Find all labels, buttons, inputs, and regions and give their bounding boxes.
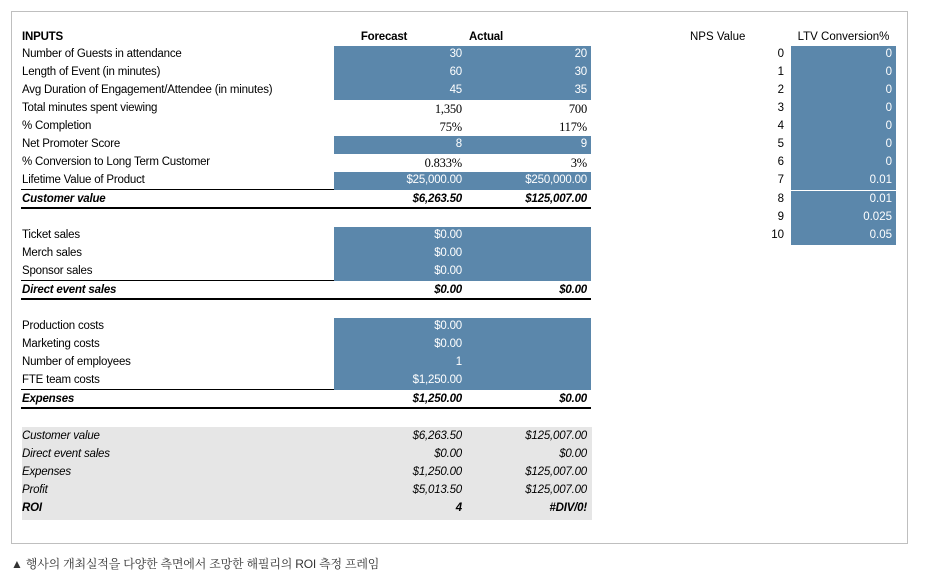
summary-row [21, 464, 591, 482]
nps-row [660, 154, 900, 172]
row-label: Production costs [22, 320, 104, 332]
nps-row [660, 172, 900, 190]
ltv-cell[interactable]: 0 [885, 66, 892, 78]
nps-score: 10 [771, 229, 784, 241]
actual-cell[interactable]: $250,000.00 [525, 174, 587, 186]
forecast-cell: $5,013.50 [412, 484, 462, 496]
forecast-cell: 0.833% [424, 156, 462, 170]
forecast-cell: $0.00 [434, 284, 462, 296]
actual-cell: $0.00 [559, 393, 587, 405]
actual-cell[interactable]: 9 [580, 138, 587, 150]
forecast-cell[interactable]: 45 [449, 84, 462, 96]
row-label: Length of Event (in minutes) [22, 66, 161, 78]
ltv-cell[interactable]: 0 [885, 156, 892, 168]
row-label: Ticket sales [22, 229, 80, 241]
header-row [21, 29, 591, 47]
table-row [21, 82, 591, 100]
row-label: % Completion [22, 120, 92, 132]
nps-score: 1 [777, 66, 784, 78]
summary-row [21, 482, 591, 500]
row-label: Sponsor sales [22, 265, 93, 277]
table-row [21, 245, 591, 263]
forecast-cell[interactable]: $0.00 [434, 338, 462, 350]
row-label: Expenses [22, 466, 71, 478]
nps-score: 0 [777, 48, 784, 60]
nps-score: 4 [777, 120, 784, 132]
forecast-cell[interactable]: $1,250.00 [412, 374, 462, 386]
nps-row [660, 82, 900, 100]
forecast-cell[interactable]: 8 [455, 138, 462, 150]
forecast-cell: $1,250.00 [412, 466, 462, 478]
nps-row [660, 118, 900, 136]
row-label: Number of Guests in attendance [22, 48, 182, 60]
actual-cell[interactable]: 20 [574, 48, 587, 60]
row-label: Direct event sales [22, 284, 117, 296]
row-label: % Conversion to Long Term Customer [22, 156, 210, 168]
row-label: Marketing costs [22, 338, 100, 350]
nps-row [660, 100, 900, 118]
row-label: Net Promoter Score [22, 138, 121, 150]
nps-score: 5 [777, 138, 784, 150]
forecast-cell: 1,350 [434, 102, 462, 116]
summary-row [21, 500, 591, 518]
table-row [21, 318, 591, 336]
nps-value-heading: NPS Value [690, 31, 746, 43]
row-label: Avg Duration of Engagement/Attendee (in minutes) [22, 84, 273, 96]
nps-score: 7 [777, 174, 784, 186]
table-row [21, 136, 591, 154]
table-row [21, 100, 591, 118]
figure-caption: ▲ 행사의 개최실적을 다양한 측면에서 조망한 해필리의 ROI 측정 프레임 [11, 557, 380, 571]
row-label: Lifetime Value of Product [22, 174, 145, 186]
ltv-cell[interactable]: 0 [885, 102, 892, 114]
total-row [21, 191, 591, 209]
actual-cell: $125,007.00 [525, 430, 587, 442]
forecast-cell[interactable]: $25,000.00 [406, 174, 462, 186]
ltv-cell[interactable]: 0 [885, 84, 892, 96]
ltv-cell[interactable]: 0 [885, 138, 892, 150]
row-label: Customer value [22, 430, 100, 442]
actual-heading: Actual [469, 31, 503, 43]
actual-cell: 117% [559, 120, 587, 134]
table-row [21, 118, 591, 136]
row-label: FTE team costs [22, 374, 100, 386]
ltv-heading: LTV Conversion% [797, 31, 890, 43]
forecast-cell: 75% [439, 120, 462, 134]
row-label: Total minutes spent viewing [22, 102, 158, 114]
forecast-heading: Forecast [360, 31, 408, 43]
forecast-cell[interactable]: $0.00 [434, 229, 462, 241]
row-label: Customer value [22, 193, 106, 205]
forecast-cell[interactable]: $0.00 [434, 247, 462, 259]
summary-row [21, 446, 591, 464]
nps-score: 6 [777, 156, 784, 168]
table-row [21, 336, 591, 354]
actual-cell: $125,007.00 [525, 484, 587, 496]
table-row [21, 46, 591, 64]
actual-cell[interactable]: 30 [574, 66, 587, 78]
row-label: Number of employees [22, 356, 131, 368]
nps-score: 3 [777, 102, 784, 114]
inputs-heading: INPUTS [22, 31, 63, 43]
total-row [21, 391, 591, 409]
forecast-cell: 4 [455, 502, 462, 514]
nps-row [660, 227, 900, 245]
forecast-cell[interactable]: $0.00 [434, 265, 462, 277]
ltv-cell[interactable]: 0.05 [869, 229, 892, 241]
ltv-cell[interactable]: 0.01 [869, 193, 892, 205]
row-label: Expenses [22, 393, 75, 405]
nps-header-row [660, 29, 900, 47]
nps-row [660, 209, 900, 227]
nps-score: 2 [777, 84, 784, 96]
forecast-cell[interactable]: 1 [455, 356, 462, 368]
actual-cell: $0.00 [559, 284, 587, 296]
forecast-cell[interactable]: 30 [449, 48, 462, 60]
table-row [21, 263, 591, 281]
forecast-cell: $1,250.00 [412, 393, 462, 405]
forecast-cell: $6,263.50 [412, 430, 462, 442]
total-row [21, 282, 591, 300]
actual-cell: $0.00 [559, 448, 587, 460]
nps-row [660, 64, 900, 82]
actual-cell[interactable]: 35 [574, 84, 587, 96]
row-label: Profit [22, 484, 48, 496]
forecast-cell[interactable]: $0.00 [434, 320, 462, 332]
forecast-cell[interactable]: 60 [449, 66, 462, 78]
ltv-cell[interactable]: 0.01 [869, 174, 892, 186]
row-label: Direct event sales [22, 448, 110, 460]
nps-row [660, 46, 900, 64]
actual-cell: $125,007.00 [525, 193, 587, 205]
actual-cell: $125,007.00 [525, 466, 587, 478]
row-label: ROI [22, 502, 42, 514]
table-row [21, 372, 591, 390]
table-row [21, 227, 591, 245]
table-row [21, 64, 591, 82]
summary-row [21, 428, 591, 446]
table-row [21, 354, 591, 372]
ltv-cell[interactable]: 0.025 [863, 211, 892, 223]
table-row [21, 172, 591, 190]
forecast-cell: $0.00 [434, 448, 462, 460]
nps-row [660, 136, 900, 154]
actual-cell: 3% [570, 156, 587, 170]
row-label: Merch sales [22, 247, 82, 259]
nps-score: 9 [777, 211, 784, 223]
nps-score: 8 [777, 193, 784, 205]
actual-cell: 700 [568, 102, 587, 116]
nps-row [660, 191, 900, 209]
actual-cell: #DIV/0! [549, 502, 587, 514]
forecast-cell: $6,263.50 [412, 193, 462, 205]
ltv-cell[interactable]: 0 [885, 120, 892, 132]
ltv-cell[interactable]: 0 [885, 48, 892, 60]
table-row [21, 154, 591, 172]
